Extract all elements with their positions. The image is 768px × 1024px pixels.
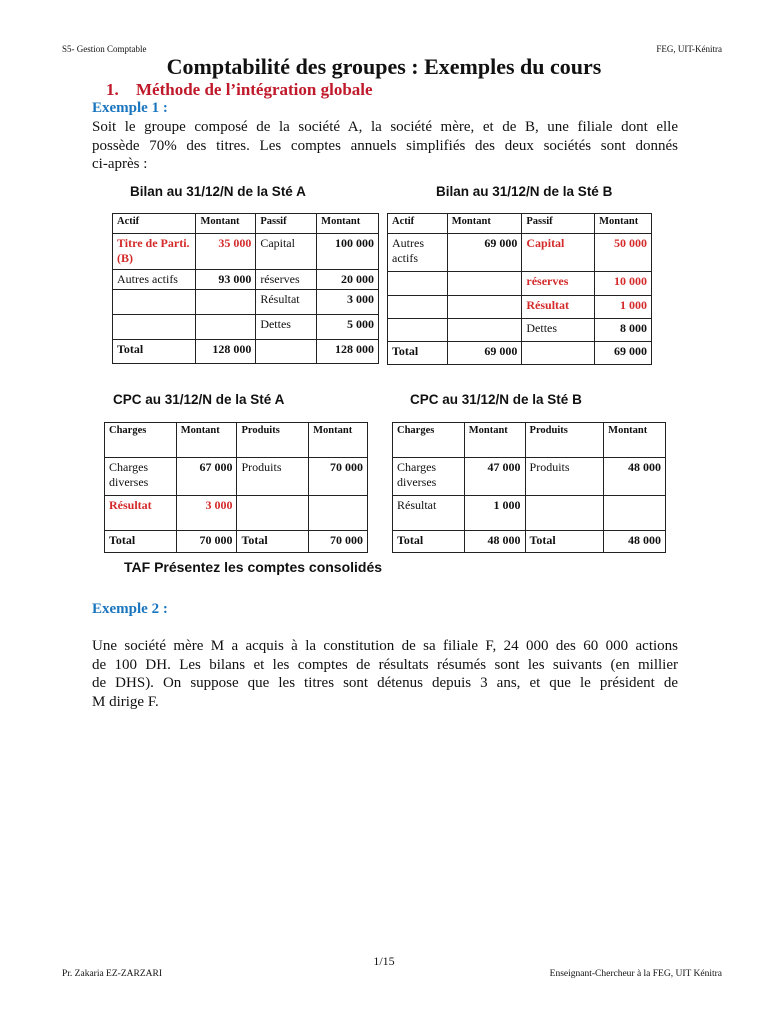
footer-right: Enseignant-Chercheur à la FEG, UIT Kénitra <box>549 969 722 979</box>
table-cell: Produits <box>525 458 604 496</box>
table-cell: réserves <box>522 272 595 296</box>
table-cell <box>309 496 368 531</box>
cpc-b-table <box>392 422 666 553</box>
total-cell: 69 000 <box>447 342 522 365</box>
table-cell: Résultat <box>522 296 595 319</box>
paragraph-line: possède 70% des titres. Les comptes annuels simplifiés des deux sociétés sont donnés <box>92 137 678 154</box>
paragraph-line: Une société mère M a acquis à la constitution de sa filiale F, 24 000 des 60 000 actions <box>92 638 678 654</box>
paragraph-line: ci-après : <box>92 156 148 172</box>
page-number: 1/15 <box>373 954 395 968</box>
table-cell: 20 000 <box>317 270 379 290</box>
total-label: Total <box>525 531 604 553</box>
total-label: Total <box>105 531 177 553</box>
table-cell: Titre de Parti. (B) <box>113 234 196 270</box>
total-label: Total <box>393 531 465 553</box>
page-title: Comptabilité des groupes : Exemples du cours <box>166 54 602 79</box>
header-cell: Produits <box>237 423 309 458</box>
header-cell: Passif <box>522 214 595 234</box>
table-cell: 1 000 <box>464 496 525 531</box>
total-cell: 70 000 <box>176 531 237 553</box>
header-cell: Passif <box>256 214 317 234</box>
table-cell <box>196 290 256 315</box>
table-cell: 10 000 <box>595 272 652 296</box>
table-cell: Capital <box>522 234 595 272</box>
example-1-text <box>92 118 678 174</box>
table-cell: 100 000 <box>317 234 379 270</box>
total-label: Total <box>113 340 196 364</box>
table-cell: 70 000 <box>309 458 368 496</box>
header-cell: Charges <box>105 423 177 458</box>
header-right: FEG, UIT-Kénitra <box>656 44 722 54</box>
header-cell: Montant <box>464 423 525 458</box>
table-header-row <box>388 214 652 234</box>
total-cell: 128 000 <box>196 340 256 364</box>
header-cell: Montant <box>309 423 368 458</box>
table-cell: Dettes <box>256 315 317 340</box>
example-1-label: Exemple 1 : <box>92 100 168 116</box>
table-row <box>393 496 666 531</box>
table-cell <box>388 296 448 319</box>
header-cell: Montant <box>595 214 652 234</box>
table-row <box>105 496 368 531</box>
total-label: Total <box>237 531 309 553</box>
total-cell: 48 000 <box>604 531 666 553</box>
table-cell <box>447 319 522 342</box>
total-label: Total <box>388 342 448 365</box>
table-cell <box>113 315 196 340</box>
table-cell: Dettes <box>522 319 595 342</box>
table-row <box>393 458 666 496</box>
table-cell: 8 000 <box>595 319 652 342</box>
table-total-row <box>105 531 368 553</box>
total-cell <box>256 340 317 364</box>
paragraph-line: M dirige F. <box>92 693 159 710</box>
table-total-row <box>388 342 652 365</box>
table-cell: 69 000 <box>447 234 522 272</box>
table-cell: Résultat <box>256 290 317 315</box>
bilan-a-caption: Bilan au 31/12/N de la Sté A <box>130 184 306 199</box>
table-row <box>113 290 379 315</box>
total-cell: 70 000 <box>309 531 368 553</box>
table-header-row <box>105 423 368 458</box>
table-row <box>113 270 379 290</box>
example-2-text <box>92 637 678 711</box>
section-heading <box>106 80 373 100</box>
header-left: S5- Gestion Comptable <box>62 44 147 54</box>
table-row <box>113 234 379 270</box>
table-cell <box>447 296 522 319</box>
cpc-a-caption: CPC au 31/12/N de la Sté A <box>113 392 285 407</box>
bilan-b-table <box>387 213 652 365</box>
table-cell: réserves <box>256 270 317 290</box>
table-header-row <box>113 214 379 234</box>
table-cell: 48 000 <box>604 458 666 496</box>
table-row <box>113 315 379 340</box>
header-cell: Charges <box>393 423 465 458</box>
total-cell: 128 000 <box>317 340 379 364</box>
table-row <box>105 458 368 496</box>
table-cell: 3 000 <box>317 290 379 315</box>
table-cell: 67 000 <box>176 458 237 496</box>
table-cell: Autres actifs <box>388 234 448 272</box>
table-cell: 35 000 <box>196 234 256 270</box>
header-cell: Montant <box>447 214 522 234</box>
header-cell: Actif <box>113 214 196 234</box>
table-cell: 1 000 <box>595 296 652 319</box>
table-row <box>388 296 652 319</box>
table-cell <box>525 496 604 531</box>
section-number: 1. <box>106 80 119 99</box>
taf-instruction: TAF Présentez les comptes consolidés <box>124 559 383 575</box>
table-cell: Charges diverses <box>105 458 177 496</box>
table-cell: 47 000 <box>464 458 525 496</box>
table-cell <box>113 290 196 315</box>
footer-left: Pr. Zakaria EZ-ZARZARI <box>62 969 162 979</box>
cpc-b-caption: CPC au 31/12/N de la Sté B <box>410 392 582 407</box>
header-cell: Montant <box>176 423 237 458</box>
paragraph-line: de 100 DH. Les bilans et les comptes de résultats résumés sont les suivants (en millier <box>92 656 678 673</box>
header-cell: Produits <box>525 423 604 458</box>
table-row <box>388 272 652 296</box>
header-cell: Montant <box>604 423 666 458</box>
table-row <box>388 234 652 272</box>
table-cell: 93 000 <box>196 270 256 290</box>
table-total-row <box>113 340 379 364</box>
table-cell: Charges diverses <box>393 458 465 496</box>
table-cell <box>604 496 666 531</box>
header-cell: Montant <box>317 214 379 234</box>
table-cell <box>237 496 309 531</box>
table-cell: 5 000 <box>317 315 379 340</box>
paragraph-line: Soit le groupe composé de la société A, la société mère, et de B, une filiale dont elle <box>92 119 678 135</box>
table-cell: Produits <box>237 458 309 496</box>
header-cell: Actif <box>388 214 448 234</box>
table-header-row <box>393 423 666 458</box>
bilan-a-table <box>112 213 379 364</box>
table-row <box>388 319 652 342</box>
table-cell: Résultat <box>105 496 177 531</box>
table-cell: Capital <box>256 234 317 270</box>
table-cell: Résultat <box>393 496 465 531</box>
table-cell: 50 000 <box>595 234 652 272</box>
table-cell: Autres actifs <box>113 270 196 290</box>
paragraph-line: de DHS). On suppose que les titres sont détenus depuis 3 ans, et que le président de <box>92 675 678 691</box>
table-cell <box>447 272 522 296</box>
cpc-a-table <box>104 422 368 553</box>
total-cell <box>522 342 595 365</box>
example-2-label: Exemple 2 : <box>92 601 168 617</box>
table-cell <box>388 272 448 296</box>
bilan-b-caption: Bilan au 31/12/N de la Sté B <box>436 184 613 199</box>
header-cell: Montant <box>196 214 256 234</box>
table-cell: 3 000 <box>176 496 237 531</box>
total-cell: 69 000 <box>595 342 652 365</box>
table-total-row <box>393 531 666 553</box>
section-label: Méthode de l’intégration globale <box>136 80 373 99</box>
table-cell <box>196 315 256 340</box>
total-cell: 48 000 <box>464 531 525 553</box>
table-cell <box>388 319 448 342</box>
